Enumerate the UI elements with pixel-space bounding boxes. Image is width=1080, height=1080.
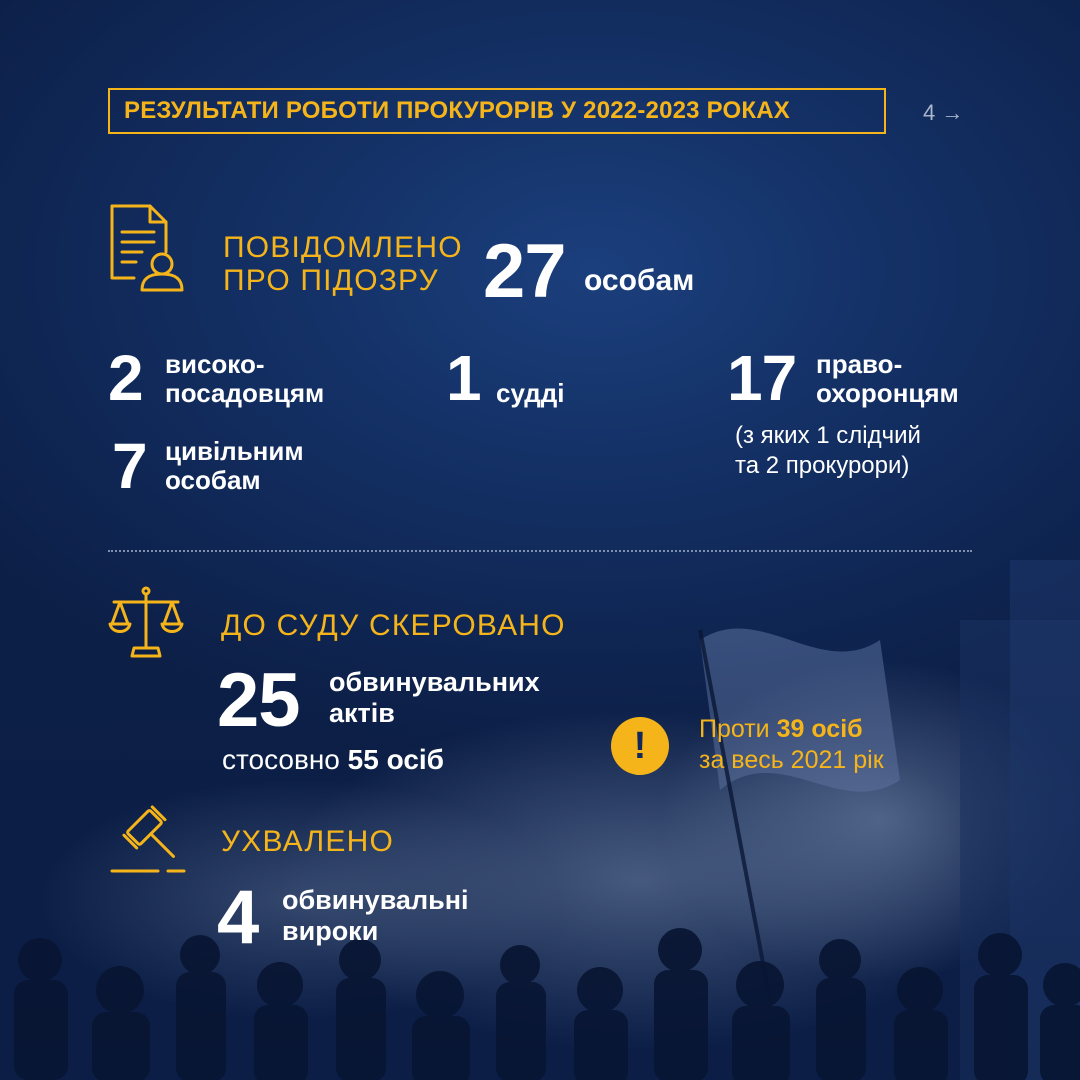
civilians-label-line1: цивільним: [165, 436, 304, 466]
law-enforcement-label-line1: право-: [816, 349, 903, 379]
suspicion-total: 27: [483, 229, 566, 314]
comparison-prefix: Проти: [699, 715, 770, 743]
comparison-text: [699, 714, 884, 776]
law-enforcement-note-line1: (з яких 1 слідчий: [735, 422, 921, 449]
officials-label-line1: високо-: [165, 349, 265, 379]
court-label-line2: актів: [329, 698, 395, 728]
court-regarding-value: 55 осіб: [347, 744, 444, 775]
suspicion-caption: [223, 231, 463, 297]
verdicts-label-line2: вироки: [282, 916, 379, 946]
verdicts-caption: УХВАЛЕНО: [221, 825, 395, 858]
verdicts-label: [282, 885, 469, 947]
officials-label-line2: посадовцям: [165, 378, 325, 408]
court-label-line1: обвинувальних: [329, 667, 540, 697]
civilians-label-line2: особам: [165, 465, 261, 495]
officials-label: [165, 350, 324, 408]
court-caption: ДО СУДУ СКЕРОВАНО: [221, 609, 566, 642]
officials-number: 2: [108, 342, 143, 414]
suspicion-total-unit: особам: [584, 264, 695, 297]
title-box: [108, 88, 886, 134]
gavel-icon: [108, 805, 188, 877]
court-number: 25: [217, 658, 300, 743]
page-title: РЕЗУЛЬТАТИ РОБОТИ ПРОКУРОРІВ У 2022-2023 РОКАХ: [124, 97, 790, 124]
court-label: [329, 667, 540, 729]
law-enforcement-label-line2: охоронцям: [816, 378, 959, 408]
civilians-label: [165, 437, 304, 495]
suspicion-caption-line2: ПРО ПІДОЗРУ: [223, 264, 439, 297]
court-regarding: [222, 744, 444, 776]
scales-icon: [108, 586, 184, 660]
comparison-line2: за весь 2021 рік: [699, 746, 884, 774]
verdicts-label-line1: обвинувальні: [282, 885, 469, 915]
page-indicator[interactable]: [923, 100, 963, 126]
document-person-icon: [108, 204, 188, 294]
verdicts-number: 4: [217, 875, 259, 960]
page-number: 4: [923, 100, 936, 125]
section-divider: [108, 550, 972, 552]
arrow-right-icon: →: [941, 100, 964, 125]
civilians-number: 7: [112, 430, 147, 502]
court-regarding-prefix: стосовно: [222, 744, 340, 775]
judges-label: судді: [496, 378, 565, 408]
suspicion-caption-line1: ПОВІДОМЛЕНО: [223, 231, 463, 264]
judges-number: 1: [446, 342, 481, 414]
comparison-value: 39 осіб: [776, 715, 863, 743]
law-enforcement-number: 17: [727, 342, 797, 414]
comparison-line1: [699, 714, 884, 745]
law-enforcement-note: [735, 421, 921, 481]
law-enforcement-label: [816, 350, 959, 408]
exclamation-icon: !: [611, 717, 669, 775]
law-enforcement-note-line2: та 2 прокурори): [735, 452, 910, 479]
